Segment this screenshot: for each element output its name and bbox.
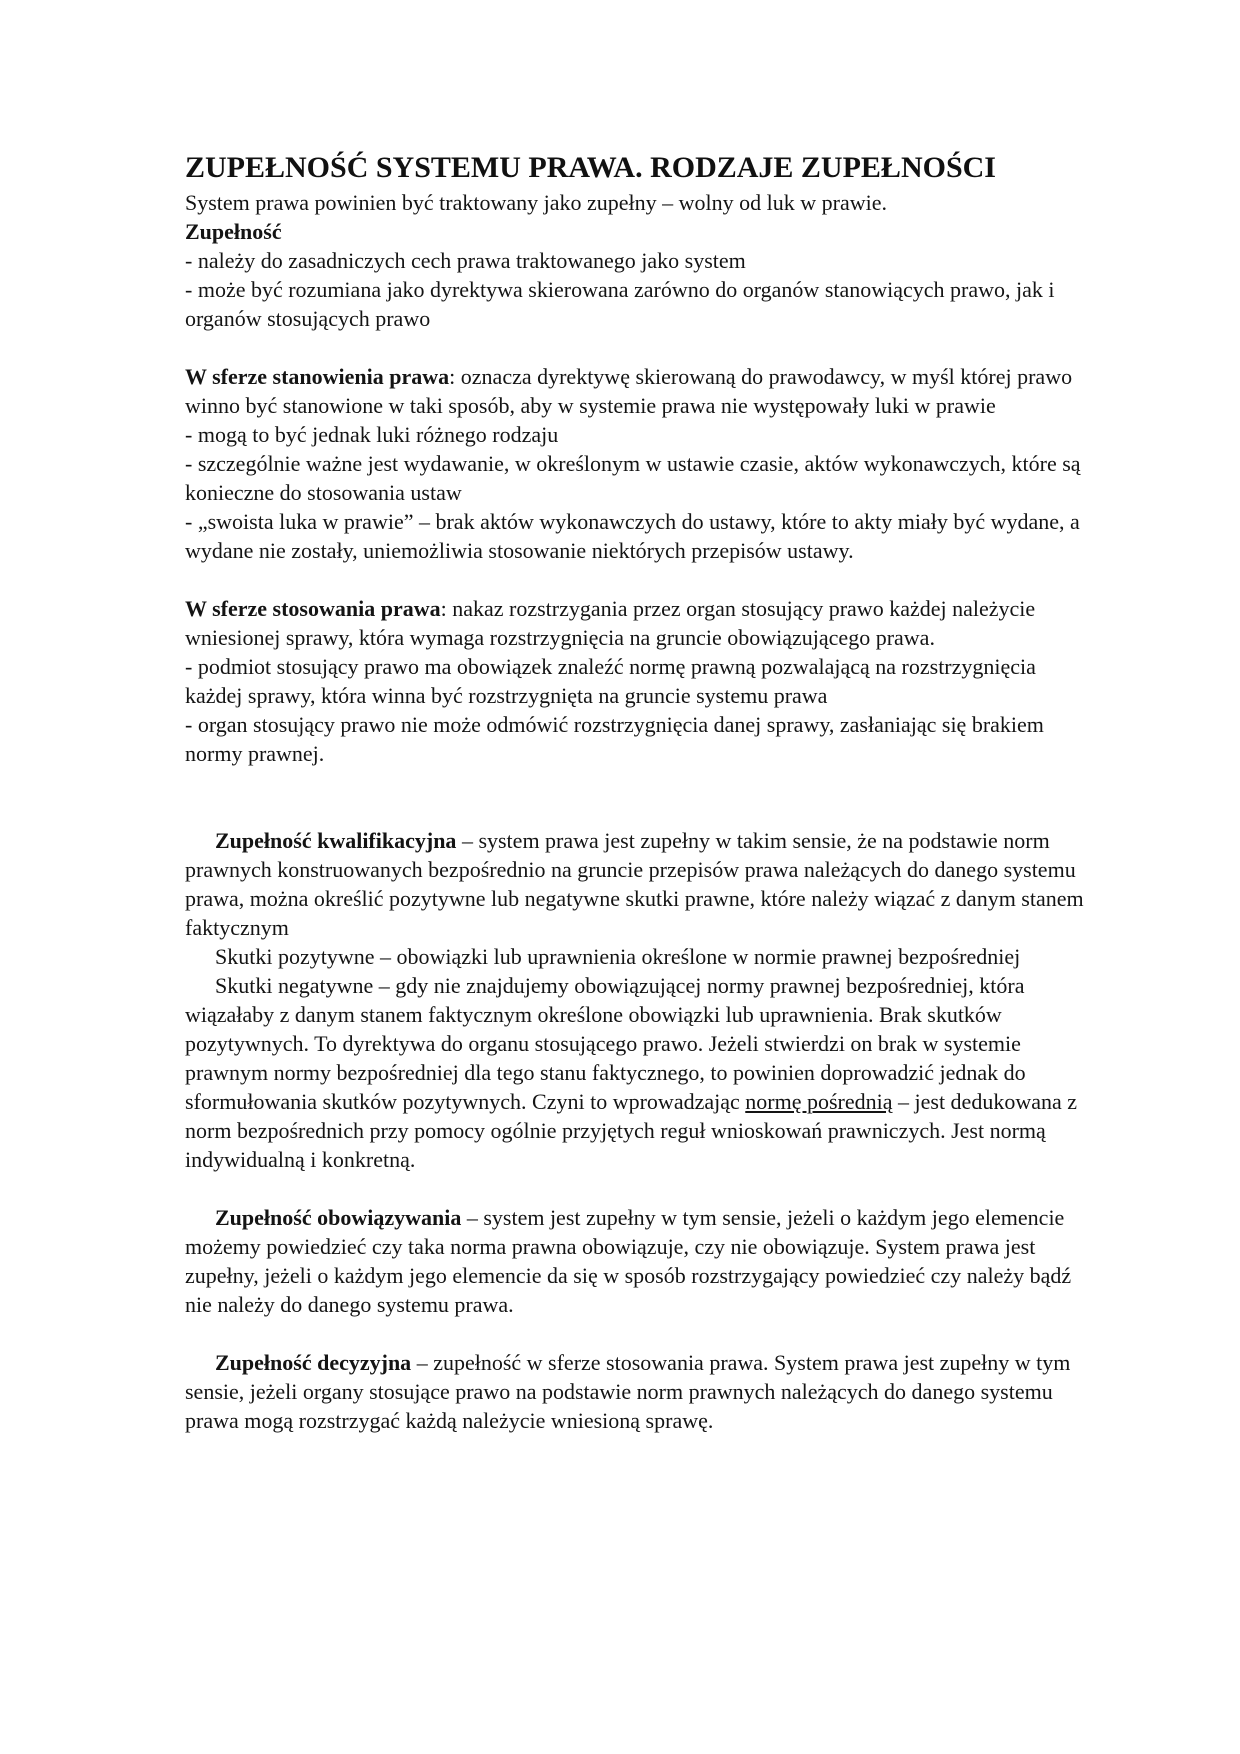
decyzyjna-paragraph [185,1348,1085,1435]
kwalifikacyjna-term: Zupełność kwalifikacyjna [215,828,457,853]
stanowienie-text: : oznacza dyrektywę skierowaną do prawodawcy, w myśl której prawo winno być stanowione w taki sposób, aby w systemie prawa nie występowały luki w prawie [185,364,1073,418]
obowiazywania-term: Zupełność obowiązywania [215,1205,462,1230]
stosowanie-text: : nakaz rozstrzygania przez organ stosujący prawo każdej należycie wniesionej sprawy, która wymaga rozstrzygnięcia na gruncie obowiązującego prawa. [185,596,1036,650]
stanowienie-bullet: - szczególnie ważne jest wydawanie, w określonym w ustawie czasie, aktów wykonawczych, które są konieczne do stosowania ustaw [185,451,1081,505]
skutki-pozytywne-text: – obowiązki lub uprawnienia określone w normie prawnej bezpośredniej [374,944,1021,969]
intro-bullet: - może być rozumiana jako dyrektywa skierowana zarówno do organów stanowiących prawo, jak i organów stosujących prawo [185,277,1055,331]
skutki-pozytywne-paragraph [185,942,1085,971]
skutki-negatywne-term: Skutki negatywne [215,973,374,998]
skutki-negatywne-paragraph [185,971,1085,1174]
skutki-negatywne-tail: – jest dedukowana z norm bezpośrednich przy pomocy ogólnie przyjętych reguł wnioskowań prawniczych. Jest normą indywidualną i konkretną. [185,1089,1077,1172]
skutki-negatywne-text: – gdy nie znajdujemy obowiązującej normy prawnej bezpośredniej, która wiązałaby z danym stanem faktycznym określone obowiązki lub uprawnienia. Brak skutków pozytywnych. To dyrektywa do organu stosującego prawo. Jeżeli stwierdzi on brak w systemie prawnym normy bezpośredniej dla tego stanu faktycznego, to powinien doprowadzić jednak do sformułowania skutków pozytywnych. Czyni to wprowadzając [185,973,1026,1114]
norma-posrednia-term: normę pośrednią [745,1089,893,1114]
stosowanie-paragraph [185,594,1085,652]
stosowanie-bullet: - podmiot stosujący prawo ma obowiązek znaleźć normę prawną pozwalającą na rozstrzygnięcia każdej sprawy, która winna być rozstrzygnięta na gruncie systemu prawa [185,654,1036,708]
stanowienie-bullet: - mogą to być jednak luki różnego rodzaju [185,422,559,447]
kwalifikacyjna-paragraph [185,826,1085,942]
intro-bullet: - należy do zasadniczych cech prawa traktowanego jako system [185,248,746,273]
document-content [185,150,1085,1435]
stosowanie-term: W sferze stosowania prawa [185,596,441,621]
decyzyjna-term: Zupełność decyzyjna [215,1350,412,1375]
document-title: ZUPEŁNOŚĆ SYSTEMU PRAWA. RODZAJE ZUPEŁNOŚCI [185,151,996,184]
intro-heading [185,217,1085,246]
kwalifikacyjna-text: – system prawa jest zupełny w takim sensie, że na podstawie norm prawnych konstruowanych bezpośrednio na gruncie przepisów prawa należących do danego systemu prawa, można określić pozytywne lub negatywne skutki prawne, które należy wiązać z danym stanem faktycznym [185,828,1084,940]
intro-heading-text: Zupełność [185,219,282,244]
intro-line: System prawa powinien być traktowany jako zupełny – wolny od luk w prawie. [185,190,888,215]
stanowienie-term: W sferze stanowienia prawa [185,364,450,389]
obowiazywania-paragraph [185,1203,1085,1319]
stanowienie-paragraph [185,362,1085,420]
stosowanie-bullet: - organ stosujący prawo nie może odmówić rozstrzygnięcia danej sprawy, zasłaniając się brakiem normy prawnej. [185,712,1044,766]
stanowienie-bullet: - „swoista luka w prawie” – brak aktów wykonawczych do ustawy, które to akty miały być wydane, a wydane nie zostały, uniemożliwia stosowanie niektórych przepisów ustawy. [185,509,1080,563]
obowiazywania-text: – system jest zupełny w tym sensie, jeżeli o każdym jego elemencie możemy powiedzieć czy taka norma prawna obowiązuje, czy nie obowiązuje. System prawa jest zupełny, jeżeli o każdym jego elemencie da się w sposób rozstrzygający powiedzieć czy należy bądź nie należy do danego systemu prawa. [185,1205,1072,1317]
decyzyjna-text: – zupełność w sferze stosowania prawa. System prawa jest zupełny w tym sensie, jeżeli organy stosujące prawo na podstawie norm prawnych należących do danego systemu prawa mogą rozstrzygać każdą należycie wniesioną sprawę. [185,1350,1071,1433]
skutki-pozytywne-term: Skutki pozytywne [215,944,375,969]
